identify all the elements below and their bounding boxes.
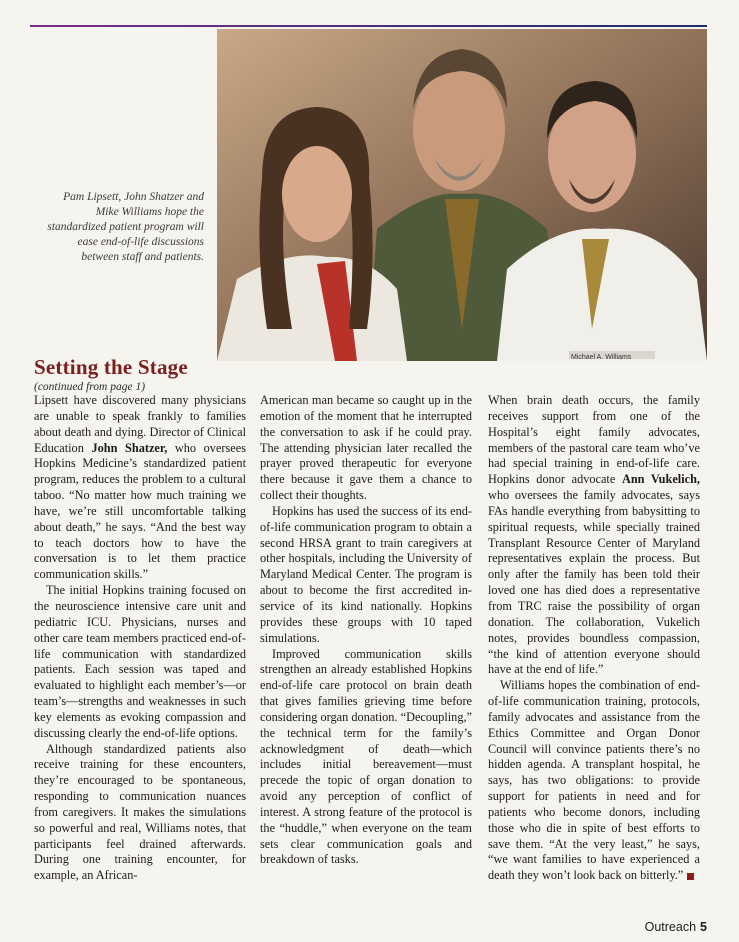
page-footer [645,920,707,934]
top-rule [30,25,707,27]
paragraph: Although standardized patients also receive training for these encounters, they’re encouraged to be spontaneous, responding to communication nuances from caregivers. It makes the simulations so powerful and real, Williams notes, that participants feel drained afterwards. During one training encounter, for example, an African- [34,741,246,883]
portrait-illustration [217,29,707,361]
continued-note: (continued from page 1) [34,381,146,393]
paragraph: When brain death occurs, the family receives support from one of the Hospital’s eight family advocates, members of the pastoral care team who’ve had special training in end-of-life care. Hopkins donor advocate Ann Vukelich, who oversees the family advocates, says FAs handle everything from babysitting to spiritual requests, while specially trained Transplant Resource Center of Maryland representatives explain the process. But only after the family has been told their loved one has died does a representative from TRC raise the possibility of organ donation. The collaboration, Vukelich notes, provides boundless compassion, “the kind of attention everyone should have at the end of life.” [488,393,700,677]
article-column-3 [488,393,700,884]
photo-caption: Pam Lipsett, John Shatzer and Mike Williams hope the standardized patient program will ease end-of-life discussions between staff and patients. [47,191,204,263]
paragraph: Improved communication skills strengthen an already established Hopkins end-of-life care protocol on brain death that gives families grieving time before considering organ donation. “Decoupling,” the technical term for the family’s acknowledgment of death—which includes initial bereavement—must precede the topic of organ donation to avoid any perception of conflict of interest. A strong feature of the protocol is the “huddle,” when everyone on the team sets clear communication goals and breakdown of tasks. [260,646,472,867]
person-name: John Shatzer, [91,440,168,455]
paragraph: Williams hopes the combination of end-of-life communication training, protocols, family advocates and assistance from the Ethics Committee and Organ Donor Council will convince patients there’s no hidden agenda. A transplant hospital, he says, has two obligations: to provide support for patients in need and for patients who become donors, including those who die in spite of best efforts to save them. “At the very least,” he says, “we want families to have experienced a death they won’t look back on bitterly.” [488,678,700,883]
end-mark-icon [687,873,694,880]
article-headline: Setting the Stage [34,355,188,379]
article-column-1 [34,393,246,884]
paragraph: American man became so caught up in the emotion of the moment that he interrupted the conversation to ask if he could pray. The attending physician later recalled the prayer proved therapeutic for everyone there because it gave them a chance to collect their thoughts. [260,393,472,503]
article-column-2 [260,393,472,868]
paragraph: Hopkins has used the success of its end-of-life communication program to obtain a second HRSA grant to train caregivers at other hospitals, including the University of Maryland Medical Center. The program is about to become the first accredited in-service of its kind nationally. Hopkins provides these groups with 10 taped simulations. [260,503,472,645]
publication-name: Outreach [644,920,697,934]
page-number: 5 [700,920,707,934]
name-badge: Michael A. Williams [571,354,632,361]
paragraph: The initial Hopkins training focused on the neuroscience intensive care unit and pediatric ICU. Physicians, nurses and other care team members practiced end-of-life communication with standardized patients. Each session was taped and evaluated to highlight each member’s—or team’s—strengths and weaknesses in such key elements as evoking compassion and discussing clearly the end-of-life options. [34,583,246,740]
paragraph: Lipsett have discovered many physicians are unable to speak frankly to families about death and dying. Director of Clinical Education John Shatzer, who oversees Hopkins Medicine’s standardized patient program, reduces the problem to a cultural taboo. “No matter how much training we have, we’re still uncomfortable talking about death,” he says. “And the best way to teach doctors how to have the conversation is to let them practice communication skills.” [34,393,246,582]
portrait-photo [217,29,707,361]
person-name: Ann Vukelich, [621,472,700,487]
